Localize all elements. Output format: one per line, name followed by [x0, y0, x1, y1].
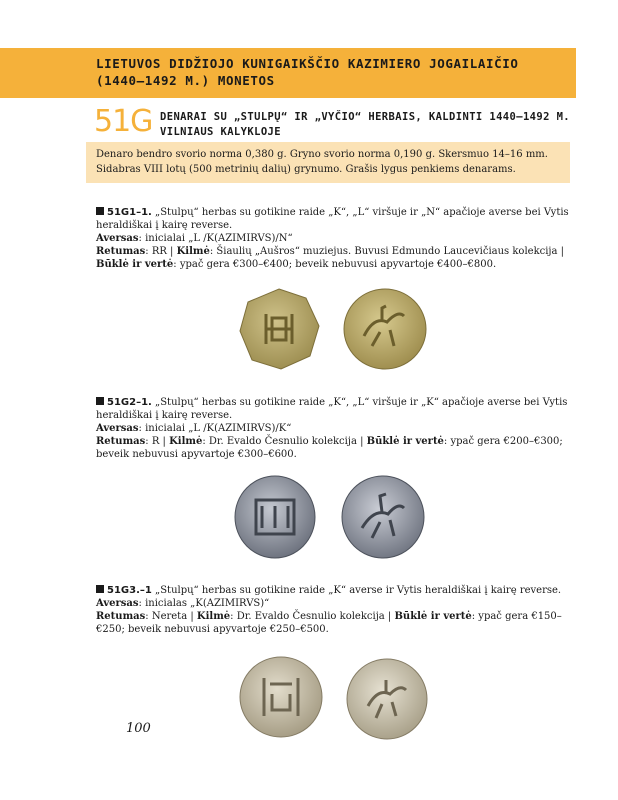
- aversas-label: Aversas: [96, 598, 139, 609]
- retumas-value: : R: [145, 436, 160, 447]
- bullet-icon: [96, 397, 104, 405]
- entry-details: [96, 245, 574, 271]
- separator: |: [356, 436, 367, 447]
- coin-obverse-image: [238, 654, 324, 740]
- chapter-header-band: [0, 48, 576, 98]
- entry-description: „Stulpų“ herbas su gotikine raide „K“, „L“ viršuje ir „N“ apačioje averse bei Vytis heraldiškai į kairę reverse.: [96, 207, 569, 231]
- entry-aversas: [96, 232, 574, 245]
- section-code: 51G: [94, 104, 153, 139]
- retumas-label: Retumas: [96, 611, 146, 622]
- coin-entry: [96, 584, 574, 636]
- bullet-icon: [96, 585, 104, 593]
- entry-heading: [96, 206, 574, 232]
- bukle-label: Būklė ir vertė: [96, 259, 174, 270]
- kilme-value: : Dr. Evaldo Česnulio kolekcija: [202, 436, 357, 447]
- coin-obverse-image: [236, 286, 322, 372]
- bullet-icon: [96, 207, 104, 215]
- kilme-value: : Dr. Evaldo Česnulio kolekcija: [230, 611, 385, 622]
- entry-details: [96, 435, 574, 461]
- kilme-label: Kilmė: [169, 436, 203, 447]
- page-number: 100: [126, 721, 151, 736]
- entry-heading: [96, 584, 574, 597]
- coin-entry: [96, 396, 574, 461]
- aversas-value: : inicialas „K(AZIMIRVS)“: [138, 598, 270, 609]
- entry-details: [96, 610, 574, 636]
- bukle-label: Būklė ir vertė: [394, 611, 472, 622]
- info-text: Denaro bendro svorio norma 0,380 g. Gryno svorio norma 0,190 g. Skersmuo 14–16 mm. Sidabras VIII lotų (500 metrinių dalių) grynumo. Grašis lygus penkiems denarams.: [96, 149, 548, 175]
- kilme-value: : Šiaulių „Aušros“ muziejus. Buvusi Edmundo Laucevičiaus kolekcija: [209, 246, 558, 257]
- kilme-label: Kilmė: [176, 246, 210, 257]
- entry-code: 51G2–1.: [107, 397, 152, 408]
- retumas-label: Retumas: [96, 436, 146, 447]
- section-title: DENARAI SU „STULPŲ“ IR „VYČIO“ HERBAIS, KALDINTI 1440–1492 M. VILNIAUS KALYKLOJE: [160, 111, 571, 138]
- entry-heading: [96, 396, 574, 422]
- retumas-label: Retumas: [96, 246, 146, 257]
- bukle-value: : ypač gera €300–€400; beveik nebuvusi apyvartoje €400–€800.: [173, 259, 497, 270]
- chapter-title: LIETUVOS DIDŽIOJO KUNIGAIKŠČIO KAZIMIERO JOGAILAIČIO (1440–1492 M.) MONETOS: [96, 56, 519, 88]
- separator: |: [166, 246, 177, 257]
- aversas-label: Aversas: [96, 233, 139, 244]
- kilme-label: Kilmė: [196, 611, 231, 622]
- entry-aversas: [96, 597, 574, 610]
- separator: |: [187, 611, 197, 622]
- separator: |: [384, 611, 395, 622]
- aversas-label: Aversas: [96, 423, 139, 434]
- entry-code: 51G1–1.: [107, 207, 152, 218]
- coin-entry: [96, 206, 574, 271]
- coin-reverse-image: [344, 656, 430, 742]
- bukle-value: : ypač gera €200–€300; beveik nebuvusi apyvartoje €300–€600.: [96, 436, 563, 460]
- entry-aversas: [96, 422, 574, 435]
- retumas-value: : RR: [145, 246, 167, 257]
- info-box: [86, 142, 570, 183]
- aversas-value: : inicialai „L /K(AZIMIRVS)/K“: [138, 423, 292, 434]
- entry-code: 51G3.–1: [107, 585, 152, 596]
- entry-description: „Stulpų“ herbas su gotikine raide „K“, „L“ viršuje ir „K“ apačioje averse bei Vytis heraldiškai į kairę reverse.: [96, 397, 568, 421]
- entry-description: „Stulpų“ herbas su gotikine raide „K“ averse ir Vytis heraldiškai į kairę reverse.: [151, 585, 562, 596]
- coin-reverse-image: [342, 286, 428, 372]
- separator: |: [557, 246, 565, 257]
- separator: |: [159, 436, 170, 447]
- coin-obverse-image: [232, 474, 318, 560]
- retumas-value: : Nereta: [145, 611, 188, 622]
- bukle-value: : ypač gera €150–€250; beveik nebuvusi apyvartoje €250–€500.: [96, 611, 562, 635]
- bukle-label: Būklė ir vertė: [366, 436, 444, 447]
- aversas-value: : inicialai „L /K(AZIMIRVS)/N“: [138, 233, 293, 244]
- coin-reverse-image: [340, 474, 426, 560]
